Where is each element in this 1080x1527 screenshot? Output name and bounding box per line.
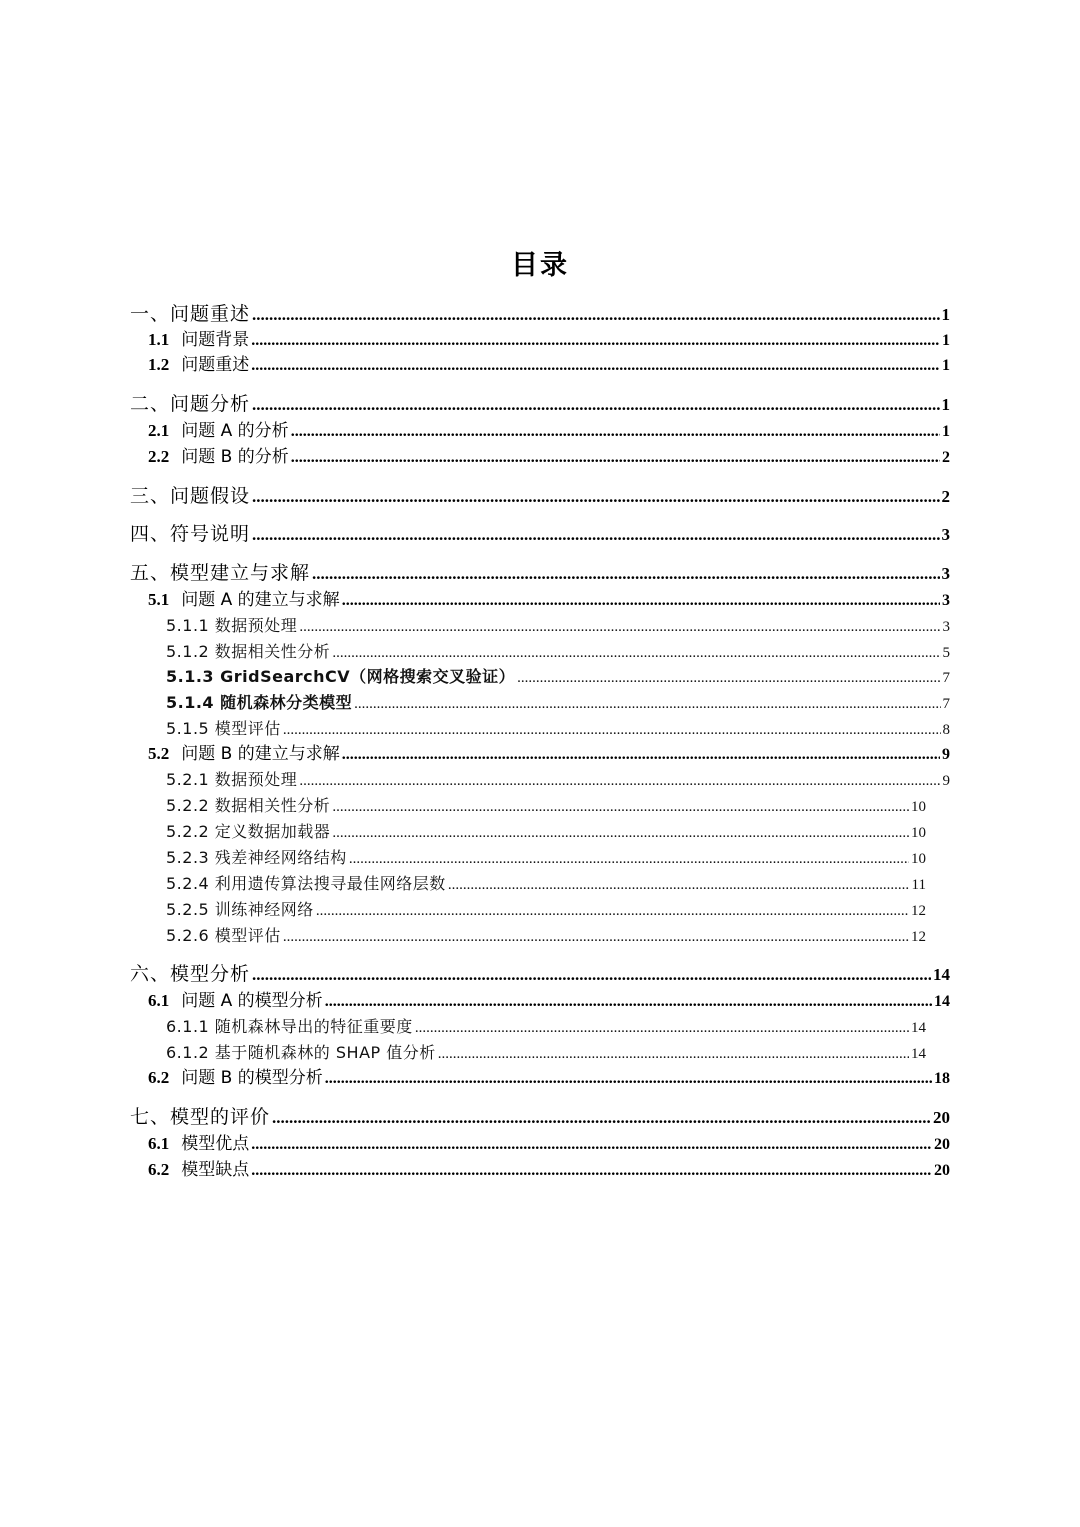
toc-entry[interactable] bbox=[166, 847, 926, 868]
toc-entry[interactable] bbox=[130, 484, 950, 508]
toc-entry[interactable] bbox=[130, 561, 950, 585]
toc-page-number: 2 bbox=[941, 487, 950, 506]
toc-entry-text: 模型优点 bbox=[181, 1134, 250, 1154]
toc-page-number: 9 bbox=[942, 746, 950, 763]
toc-entry-label bbox=[148, 589, 340, 611]
toc-entry-text: 问题 B 的模型分析 bbox=[181, 1068, 323, 1088]
toc-dot-leader bbox=[448, 875, 910, 891]
toc-dot-leader bbox=[251, 330, 940, 347]
toc-entry-label bbox=[148, 329, 249, 351]
toc-page-number: 1 bbox=[941, 395, 950, 414]
toc-entry[interactable] bbox=[166, 873, 926, 894]
toc-entry[interactable] bbox=[148, 1067, 950, 1089]
toc-dot-leader bbox=[354, 694, 940, 710]
toc-entry[interactable] bbox=[166, 718, 950, 739]
toc-page-number: 3 bbox=[941, 564, 950, 583]
toc-entry-label: 5.2.4 利用遗传算法搜寻最佳网络层数 bbox=[166, 874, 446, 893]
toc-page-number: 10 bbox=[911, 851, 926, 867]
toc-entry-text: 问题 A 的建立与求解 bbox=[181, 590, 340, 610]
toc-page-number: 18 bbox=[934, 1070, 950, 1087]
toc-entry-number: 6.2 bbox=[148, 1068, 170, 1087]
toc-entry-text: 问题 A 的模型分析 bbox=[181, 991, 323, 1011]
toc-entry[interactable] bbox=[130, 962, 950, 986]
toc-page-number: 12 bbox=[911, 903, 926, 919]
toc-entry-text: 问题 A 的分析 bbox=[181, 421, 289, 441]
toc-entry-label: 二、问题分析 bbox=[130, 393, 251, 415]
toc-entry[interactable] bbox=[130, 392, 950, 416]
toc-page-number: 3 bbox=[942, 619, 950, 635]
toc-dot-leader bbox=[517, 668, 940, 684]
toc-page-number: 1 bbox=[942, 423, 950, 440]
toc-entry-text: 模型缺点 bbox=[181, 1160, 250, 1180]
toc-entry-number: 5.1 bbox=[148, 590, 170, 609]
toc-entry[interactable] bbox=[166, 1042, 926, 1063]
toc-dot-leader bbox=[272, 1106, 931, 1125]
toc-dot-leader bbox=[251, 1160, 932, 1177]
toc-entry-label: 6.1.1 随机森林导出的特征重要度 bbox=[166, 1017, 413, 1036]
toc-dot-leader bbox=[252, 485, 939, 504]
toc-dot-leader bbox=[438, 1044, 909, 1060]
toc-entry-label: 5.2.1 数据预处理 bbox=[166, 770, 298, 789]
toc-entry-label: 五、模型建立与求解 bbox=[130, 562, 311, 584]
toc-dot-leader bbox=[252, 523, 939, 542]
toc-dot-leader bbox=[252, 393, 939, 412]
toc-dot-leader bbox=[325, 1068, 932, 1085]
toc-entry[interactable] bbox=[148, 446, 950, 468]
toc-page-number: 14 bbox=[911, 1046, 926, 1062]
toc-entry-number: 1.2 bbox=[148, 355, 170, 374]
toc-entry[interactable] bbox=[166, 769, 950, 790]
toc-dot-leader bbox=[291, 421, 940, 438]
toc-entry-label: 5.2.2 定义数据加载器 bbox=[166, 822, 331, 841]
toc-entry-label: 5.1.4 随机森林分类模型 bbox=[166, 693, 353, 712]
toc-entry[interactable] bbox=[148, 354, 950, 376]
toc-dot-leader bbox=[283, 927, 909, 943]
toc-page-number: 10 bbox=[911, 799, 926, 815]
toc-entry-label: 5.1.3 GridSearchCV（网格搜索交叉验证） bbox=[166, 667, 516, 686]
toc-entry-label: 5.2.5 训练神经网络 bbox=[166, 900, 314, 919]
toc-page-number: 3 bbox=[942, 592, 950, 609]
toc-entry[interactable] bbox=[148, 420, 950, 442]
toc-entry-label bbox=[148, 1067, 323, 1089]
toc-entry-number: 5.2 bbox=[148, 744, 170, 763]
toc-page-number: 5 bbox=[942, 645, 950, 661]
toc-entry-label: 5.2.6 模型评估 bbox=[166, 926, 281, 945]
toc-entry-label bbox=[148, 446, 289, 468]
toc-entry[interactable] bbox=[166, 615, 950, 636]
toc-entry-label: 七、模型的评价 bbox=[130, 1106, 271, 1128]
toc-dot-leader bbox=[325, 991, 932, 1008]
toc-dot-leader bbox=[251, 1134, 932, 1151]
toc-entry-text: 问题 B 的建立与求解 bbox=[181, 744, 340, 764]
toc-entry-label: 5.2.3 残差神经网络结构 bbox=[166, 848, 347, 867]
toc-entry[interactable] bbox=[166, 666, 950, 687]
toc-entry-label bbox=[148, 1133, 249, 1155]
toc-entry[interactable] bbox=[130, 302, 950, 326]
toc-entry[interactable] bbox=[148, 1133, 950, 1155]
toc-page-number: 20 bbox=[934, 1162, 950, 1179]
toc-dot-leader bbox=[415, 1018, 909, 1034]
toc-entry-label: 六、模型分析 bbox=[130, 963, 251, 985]
toc-dot-leader bbox=[299, 771, 940, 787]
toc-entry[interactable] bbox=[166, 899, 926, 920]
toc-dot-leader bbox=[299, 617, 940, 633]
toc-entry-number: 2.1 bbox=[148, 421, 170, 440]
toc-entry[interactable] bbox=[148, 743, 950, 765]
toc-entry-label: 5.2.2 数据相关性分析 bbox=[166, 796, 331, 815]
toc-dot-leader bbox=[312, 562, 939, 581]
toc-dot-leader bbox=[291, 447, 940, 464]
toc-page-number: 20 bbox=[934, 1136, 950, 1153]
toc-dot-leader bbox=[332, 643, 940, 659]
toc-page-number: 8 bbox=[942, 722, 950, 738]
toc-page-number: 14 bbox=[911, 1020, 926, 1036]
toc-entry[interactable] bbox=[130, 1105, 950, 1129]
toc-entry-label: 5.1.2 数据相关性分析 bbox=[166, 642, 331, 661]
toc-entry-label bbox=[148, 990, 323, 1012]
toc-entry[interactable] bbox=[148, 1159, 950, 1181]
toc-page-number: 7 bbox=[942, 670, 950, 686]
toc-entry-label: 5.1.1 数据预处理 bbox=[166, 616, 298, 635]
toc-page-number: 14 bbox=[933, 965, 950, 984]
toc-entry-text: 问题背景 bbox=[181, 330, 250, 350]
toc-entry[interactable] bbox=[148, 329, 950, 351]
toc-dot-leader bbox=[251, 355, 940, 372]
toc-page-number: 1 bbox=[941, 305, 950, 324]
toc-page-number: 9 bbox=[942, 773, 950, 789]
toc-entry-label bbox=[148, 420, 289, 442]
toc-entry[interactable] bbox=[130, 522, 950, 546]
toc-entry-number: 6.2 bbox=[148, 1160, 170, 1179]
toc-dot-leader bbox=[332, 823, 909, 839]
toc-dot-leader bbox=[342, 744, 940, 761]
toc-entry[interactable] bbox=[148, 589, 950, 611]
toc-page-number: 20 bbox=[933, 1108, 950, 1127]
toc-page-number: 11 bbox=[911, 877, 926, 893]
toc-entry-number: 1.1 bbox=[148, 330, 170, 349]
toc-page-number: 14 bbox=[934, 993, 950, 1010]
toc-entry-text: 问题重述 bbox=[181, 355, 250, 375]
toc-page-number: 1 bbox=[942, 357, 950, 374]
toc-page-number: 1 bbox=[942, 332, 950, 349]
toc-dot-leader bbox=[252, 963, 931, 982]
toc-entry[interactable] bbox=[166, 925, 926, 946]
toc-entry-number: 2.2 bbox=[148, 447, 170, 466]
toc-title: 目录 bbox=[511, 250, 569, 281]
toc-entry-label: 三、问题假设 bbox=[130, 485, 251, 507]
toc-dot-leader bbox=[283, 720, 941, 736]
toc-entry-label: 6.1.2 基于随机森林的 SHAP 值分析 bbox=[166, 1043, 436, 1062]
toc-entry[interactable] bbox=[166, 821, 926, 842]
toc-dot-leader bbox=[252, 303, 939, 322]
toc-page-number: 12 bbox=[911, 929, 926, 945]
toc-dot-leader bbox=[332, 797, 909, 813]
toc-entry-label: 四、符号说明 bbox=[130, 523, 251, 545]
toc-entry-label: 5.1.5 模型评估 bbox=[166, 719, 281, 738]
toc-page-number: 10 bbox=[911, 825, 926, 841]
toc-entry-number: 6.1 bbox=[148, 991, 170, 1010]
toc-entry-label bbox=[148, 1159, 249, 1181]
toc-page-number: 3 bbox=[941, 525, 950, 544]
toc-entry[interactable] bbox=[166, 692, 950, 713]
toc-entry[interactable] bbox=[148, 990, 950, 1012]
toc-entry-label bbox=[148, 354, 249, 376]
toc-entry-number: 6.1 bbox=[148, 1134, 170, 1153]
toc-page-number: 7 bbox=[942, 696, 950, 712]
toc-entry[interactable] bbox=[166, 795, 926, 816]
toc-dot-leader bbox=[342, 590, 940, 607]
toc-entry-label: 一、问题重述 bbox=[130, 303, 251, 325]
toc-page-number: 2 bbox=[942, 449, 950, 466]
toc-entry-label bbox=[148, 743, 340, 765]
toc-entry[interactable] bbox=[166, 641, 950, 662]
toc-entry-text: 问题 B 的分析 bbox=[181, 447, 289, 467]
toc-dot-leader bbox=[316, 901, 909, 917]
toc-entry[interactable] bbox=[166, 1016, 926, 1037]
toc-dot-leader bbox=[349, 849, 909, 865]
